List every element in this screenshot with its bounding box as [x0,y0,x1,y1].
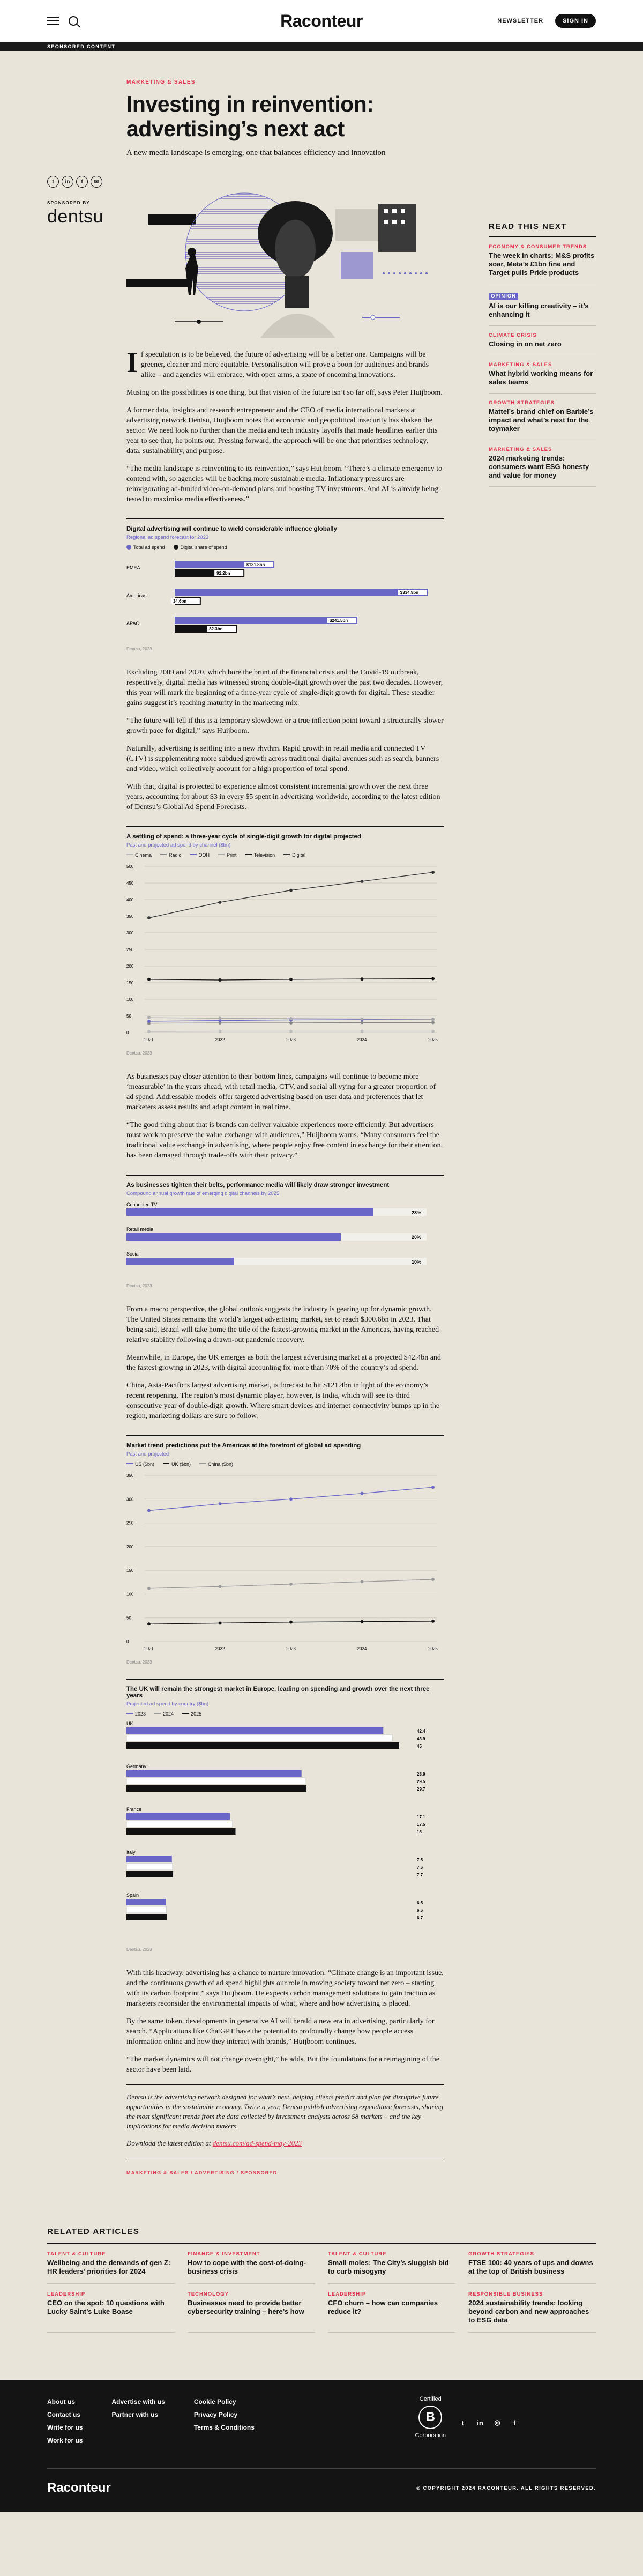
related-category[interactable]: LEADERSHIP [47,2291,86,2297]
data-point [361,1580,364,1583]
related-title[interactable]: Businesses need to provide better cybersecurity training – here’s how [188,2299,304,2315]
bar [126,1258,234,1265]
copyright: © COPYRIGHT 2024 RACONTEUR. ALL RIGHTS RESERVED. [416,2485,596,2491]
y-tick-label: 150 [126,1568,134,1573]
paragraph: Musing on the possibilities is one thing, but that vision of the future isn’t so far off, says Peter Huijboom. [126,389,443,397]
read-next-item[interactable] [489,355,596,394]
y-tick-label: 0 [126,1639,129,1644]
data-label: 45 [417,1744,422,1749]
y-tick-label: 200 [126,964,134,969]
category-label: APAC [126,621,139,626]
paragraph: Meanwhile, in Europe, the UK emerges as both the largest advertising market at a projected $42.4bn and the fastest growing in 2023, with digital accounting for more than 70% of the country’s ad spend. [126,1354,441,1372]
related-category[interactable]: TALENT & CULTURE [47,2251,106,2257]
y-tick-label: 250 [126,1520,134,1526]
y-tick-label: 300 [126,1497,134,1502]
data-point [431,1486,435,1489]
legend-item: Radio [160,852,182,858]
data-label: 34.6bn [173,599,187,604]
chart-source: Dentsu, 2023 [126,1051,152,1056]
read-next-category[interactable]: OPINION [489,293,518,300]
related-article[interactable] [468,2284,596,2333]
footer-link[interactable]: Contact us [47,2411,81,2418]
download-link[interactable]: dentsu.com/ad-spend-may-2023 [212,2139,302,2147]
category-label: Social [126,1251,140,1257]
data-point [431,871,435,874]
read-next-title[interactable]: 2024 marketing trends: consumers want ESG honesty and value for money [489,454,589,479]
data-point [289,1621,293,1624]
legend-item: US ($bn) [126,1461,154,1467]
legend-item: OOH [190,852,210,858]
footer-link[interactable]: Partner with us [111,2411,159,2418]
data-point [361,1492,364,1495]
legend-item: Digital [283,852,305,858]
y-tick-label: 250 [126,947,134,952]
data-label: 20% [412,1235,422,1240]
category-label: Italy [126,1850,136,1855]
data-point [361,1030,364,1033]
sponsored-by-label: SPONSORED BY [47,201,91,205]
chart-emerging-channels [126,1175,444,1288]
y-tick-label: 400 [126,897,134,902]
category-label: Spain [126,1892,139,1898]
data-label: 29.7 [417,1787,425,1792]
read-next-category[interactable]: MARKETING & SALES [489,447,552,452]
paragraph: By the same token, developments in generative AI will herald a new era in advertising, particularly for search. “Applications like ChatGPT have the potential to profoundly change how people access information online and how they interact with brands,” Huijboom continues. [126,2017,435,2046]
legend-item: China ($bn) [199,1461,233,1467]
data-point [361,1018,364,1021]
data-point [147,1587,151,1590]
footer-link[interactable]: Advertise with us [111,2398,165,2406]
footer-link[interactable]: Cookie Policy [193,2398,236,2406]
bar [126,1742,399,1749]
data-label: 92.2bn [216,571,230,576]
twitter-share-icon[interactable]: t [47,176,59,188]
x-tick-label: 2023 [286,1646,296,1651]
related-category[interactable]: FINANCE & INVESTMENT [188,2251,260,2257]
sponsored-content-bar: SPONSORED CONTENT [0,42,643,51]
article-title: Investing in reinvention: advertising’s next act [126,92,374,141]
chart-4-svg [126,1470,444,1658]
article-kicker[interactable]: MARKETING & SALES [126,79,196,85]
category-label: UK [126,1721,133,1726]
share-and-sponsor [47,176,117,227]
y-tick-label: 500 [126,864,134,869]
bar [126,1906,167,1913]
x-tick-label: 2025 [428,1037,438,1042]
chart-source: Dentsu, 2023 [126,1660,152,1665]
sponsor-note: Dentsu is the advertising network designed for what’s next, helping clients predict and plan for disruptive future opportunities in the sustainable economy. Twice a year, Dentsu publish advertising expenditure forecasts, sharing the most significant trends from the data collected by investment analysts across 58 markets – and the key implications for media decision makers. [126,2093,443,2130]
category-label: France [126,1807,142,1812]
data-point [431,1030,435,1033]
paragraph: From a macro perspective, the global outlook suggests the industry is gearing up for dynamic growth. The United States remains the world’s largest advertising market, set to reach $300.6bn in 2023. That being said, Brazil will take home the title of the fastest-growing market in the Americas, having reached relative stability following a drawn-out pandemic recovery. [126,1305,439,1344]
related-category[interactable]: TECHNOLOGY [188,2291,229,2297]
y-tick-label: 50 [126,1615,131,1621]
paragraph: China, Asia-Pacific’s largest advertising market, is forecast to hit $121.4bn in light of the economy’s recent reopening. The region’s most dynamic player, however, is India, which will see its third consecutive year of double-digit growth. Where smart devices and internet connectivity bumps up in the region, marketing dollars are sure to follow. [126,1382,440,1420]
data-label: 82.3bn [209,627,223,632]
sponsor-logo: dentsu [47,206,104,227]
data-point [219,1030,222,1033]
chart-title: Market trend predictions put the Americas at the forefront of global ad spending [126,1443,361,1449]
data-label: 18 [417,1830,422,1835]
search-icon[interactable] [69,16,78,26]
chart-europe-spend [126,1679,444,1952]
article-tags[interactable]: MARKETING & SALES / ADVERTISING / SPONSORED [126,2170,278,2176]
read-next-item[interactable] [489,394,596,440]
article-standfirst: A new media landscape is emerging, one that balances efficiency and innovation [126,149,386,157]
paragraph: As businesses pay closer attention to their bottom lines, campaigns will continue to become more ‘measurable’ in the years ahead, with retail media, CTV, and social all vying for a greater proportion of ad spend. Addressable models offer targeted advertising based on user data and preferences that let marketers assess results and adapt content in real time. [126,1073,436,1111]
data-point [431,1018,435,1021]
bar [175,589,428,596]
footer-link[interactable]: About us [47,2398,75,2406]
data-label: 6.5 [417,1901,423,1905]
paragraph: With this headway, advertising has a chance to nurture innovation. “Climate change is an important issue, and the continuous growth of ad spend highlights our role in moving society toward net zero – starting with its carbon footprint,” says Huijboom. He expects carbon management solutions to gain traction as marketers reconsider the environmental impacts of what, where and how advertising is placed. [126,1969,444,2008]
chart-1-svg [126,553,444,644]
y-tick-label: 350 [126,1473,134,1478]
hero-illustration [126,177,444,338]
legend-item: Print [218,852,237,858]
related-heading: RELATED ARTICLES [47,2227,596,2244]
related-article[interactable] [188,2244,315,2284]
legend-item: Cinema [126,852,152,858]
article-body [47,346,444,2176]
data-label: 10% [412,1259,422,1265]
data-label: $241.5bn [329,618,348,623]
related-article[interactable] [328,2284,455,2333]
paragraph: f speculation is to be believed, the future of advertising will be a better one. Campaigns will be greener, cleaner and more equitable. Personalisation will prove a boon for audiences and brands alike – and agencies will embrace, with open arms, a spate of oncoming innovations. [141,351,429,379]
data-point [219,1016,222,1020]
footer-link[interactable]: Work for us [47,2437,83,2444]
data-label: 29.5 [417,1779,425,1784]
bcorp-badge: Certified B Corporation [415,2396,446,2439]
data-point [289,1583,293,1586]
chart-source: Dentsu, 2023 [126,1947,152,1952]
chart-subtitle: Past and projected ad spend by channel ($bn) [126,842,231,848]
data-point [289,889,293,892]
related-category[interactable]: TALENT & CULTURE [328,2251,387,2257]
data-point [289,1497,293,1501]
chart-subtitle: Projected ad spend by country ($bn) [126,1701,209,1707]
paragraph: A former data, insights and research entrepreneur and the CEO of media international markets at advertising network Dentsu, Huijboom notes that economic and geopolitical insecurity has shaken the sector. We need look no further than the media and tech industry layoffs that made headlines earlier this year to see that, he points out. Pressing forward, the approach will be one that prioritises technology, data, sustainability, and purpose. [126,406,438,455]
data-label: 43.9 [417,1736,425,1741]
legend-item: 2023 [126,1711,146,1717]
data-point [147,1030,151,1033]
legend-item: Digital share of spend [174,545,227,550]
data-label: 7.7 [417,1873,423,1877]
data-label: 7.6 [417,1865,423,1870]
menu-icon[interactable] [47,17,59,25]
paragraph: “The good thing about that is brands can deliver valuable experiences more efficiently. But advertisers must work to preserve the value exchange with audiences,” Huijboom warns. “Many consumers feel the traditional value exchange in advertising, where people enjoy free content in exchange for their attention, has been damaged through trade-offs with their privacy.” [126,1121,443,1160]
data-point [289,1017,293,1020]
chart-title: As businesses tighten their belts, performance media will likely draw stronger investment [126,1182,390,1189]
data-label: 6.6 [417,1908,423,1913]
chart-source: Dentsu, 2023 [126,647,152,651]
bar [126,1785,306,1792]
related-article[interactable] [328,2244,455,2284]
instagram-icon[interactable]: ◎ [494,2418,500,2426]
chart-title: A settling of spend: a three-year cycle of single-digit growth for digital projected [126,834,361,840]
bar [126,1828,235,1835]
bar [126,1735,392,1741]
paragraph: With that, digital is projected to experience almost consistent incremental growth over the next three years, accounting for about $3 in every $5 spent in advertising worldwide, according to the latest edition of Dentsu’s Global Ad Spend Forecasts. [126,783,440,811]
related-title[interactable]: CEO on the spot: 10 questions with Lucky Saint’s Luke Boase [47,2299,165,2315]
y-tick-label: 150 [126,981,134,985]
category-label: Germany [126,1764,147,1769]
read-next-heading: READ THIS NEXT [489,222,596,237]
x-tick-label: 2024 [357,1037,367,1042]
download-prefix: Download the latest edition at [126,2139,213,2147]
x-tick-label: 2021 [144,1646,154,1651]
bar [126,1899,166,1905]
related-title[interactable]: CFO churn – how can companies reduce it? [328,2299,438,2315]
facebook-icon[interactable]: f [513,2418,516,2427]
data-label: $131.8bn [246,562,265,567]
related-article[interactable] [47,2284,175,2333]
email-share-icon[interactable]: ✉ [91,176,102,188]
chart-title: The UK will remain the strongest market in Europe, leading on spending and growth over the next three years [126,1686,430,1699]
sign-in-button[interactable]: SIGN IN [555,14,596,28]
data-point [219,978,222,982]
related-title[interactable]: 2024 sustainability trends: looking beyond carbon and new approaches to ESG data [468,2299,589,2324]
x-tick-label: 2022 [215,1646,225,1651]
read-next-category[interactable]: CLIMATE CRISIS [489,332,537,338]
read-next-item[interactable] [489,326,596,355]
bar [126,1778,305,1784]
related-article[interactable] [188,2284,315,2333]
data-label: 28.9 [417,1772,425,1777]
bar [126,1821,233,1827]
related-title[interactable]: Wellbeing and the demands of gen Z: HR leaders’ priorities for 2024 [47,2259,171,2275]
data-label: 23% [412,1210,422,1215]
category-label: Retail media [126,1227,154,1232]
x-tick-label: 2023 [286,1037,296,1042]
chart-title: Digital advertising will continue to wield considerable influence globally [126,526,337,532]
data-point [147,916,151,919]
category-label: Connected TV [126,1202,158,1207]
paragraph: Naturally, advertising is settling into a new rhythm. Rapid growth in retail media and connected TV (CTV) is supplementing more subdued growth across traditional digital avenues such as search, banners and video, which collectively account for a high proportion of total spend. [126,745,439,773]
data-point [361,977,364,981]
data-point [431,1578,435,1581]
x-tick-label: 2025 [428,1646,438,1651]
data-point [431,1620,435,1623]
read-next-category[interactable]: ECONOMY & CONSUMER TRENDS [489,244,587,250]
x-tick-label: 2022 [215,1037,225,1042]
data-point [147,1016,151,1019]
read-next-item[interactable] [489,440,596,487]
data-point [431,977,435,981]
legend-item: Television [245,852,275,858]
newsletter-link[interactable]: NEWSLETTER [497,18,544,24]
read-next-title[interactable]: Mattel’s brand chief on Barbie’s impact and what’s next for the toymaker [489,407,594,433]
data-point [289,1030,293,1033]
footer-link[interactable]: Terms & Conditions [193,2424,255,2431]
series-line [149,872,433,918]
legend-item: 2025 [182,1711,201,1717]
read-next-item[interactable] [489,237,596,284]
data-label: 7.5 [417,1858,423,1862]
related-title[interactable]: FTSE 100: 40 years of ups and downs at the top of British business [468,2259,593,2275]
bar [126,1727,383,1734]
footer-logo[interactable]: Raconteur [47,2481,111,2495]
read-next-category[interactable]: MARKETING & SALES [489,362,552,368]
read-next-sidebar [489,51,596,2176]
data-label: 17.1 [417,1815,425,1820]
related-category[interactable]: GROWTH STRATEGIES [468,2251,534,2257]
legend-item: 2024 [154,1711,174,1717]
y-tick-label: 0 [126,1030,129,1035]
y-tick-label: 100 [126,1592,134,1597]
site-header [0,0,643,42]
data-point [361,1021,364,1024]
data-point [431,1021,435,1024]
y-tick-label: 200 [126,1544,134,1549]
read-next-title[interactable]: Closing in on net zero [489,340,562,348]
data-label: 17.5 [417,1822,425,1827]
related-article[interactable] [47,2244,175,2284]
related-title[interactable]: Small moles: The City’s sluggish bid to curb misogyny [328,2259,449,2275]
data-point [289,978,293,981]
legend-item: UK ($bn) [163,1461,191,1467]
data-point [147,1020,151,1023]
data-label: $334.9bn [400,590,419,595]
data-point [361,1620,364,1623]
read-next-category[interactable]: GROWTH STRATEGIES [489,400,555,406]
read-next-item[interactable] [489,284,596,326]
data-point [147,978,151,981]
chart-source: Dentsu, 2023 [126,1283,152,1288]
read-next-title[interactable]: The week in charts: M&S profits soar, Meta’s £1bn fine and Target pulls Pride products [489,251,595,277]
read-next-title[interactable]: What hybrid working means for sales teams [489,369,593,386]
related-category[interactable]: LEADERSHIP [328,2291,367,2297]
data-label: 42.4 [417,1729,425,1734]
x-tick-label: 2021 [144,1037,154,1042]
paragraph: “The media landscape is reinventing to its reinvention,” says Huijboom. “There’s a climate emergency to contend with, so agencies will be backing more sustainable media. Inflationary pressures are reinvigorating ad-funded video-on-demand plans and boosting TV investments. And AI is already being tested to maximise media effectiveness.” [126,465,443,503]
data-point [289,1021,293,1025]
data-point [147,1509,151,1512]
data-point [219,1621,222,1624]
footer-link[interactable]: Write for us [47,2424,83,2431]
category-label: Americas [126,593,147,598]
bar [126,1864,173,1870]
drop-cap: I [126,346,138,378]
chart-regional-spend [126,518,444,651]
related-article[interactable] [468,2244,596,2284]
related-title[interactable]: How to cope with the cost-of-doing-business crisis [188,2259,306,2275]
bcorp-icon: B [418,2406,442,2429]
paragraph: “The future will tell if this is a temporary slowdown or a true inflection point toward a structurally slower growth pace for digital,” says Huijboom. [126,717,444,735]
data-label: 6.7 [417,1916,423,1920]
y-tick-label: 300 [126,931,134,936]
x-tick-label: 2024 [357,1646,367,1651]
chart-subtitle: Past and projected [126,1451,169,1457]
bar [126,1770,302,1777]
paragraph: “The market dynamics will not change overnight,” he adds. But the foundations for a reimagining of the sector have been laid. [126,2055,439,2074]
footer-link[interactable]: Privacy Policy [193,2411,238,2418]
paragraph: Excluding 2009 and 2020, which bore the brunt of the financial crisis and the Covid-19 outbreak, respectively, digital media has witnessed strong double-digit growth over the past two decades. However, this year will mark the beginning of a three-year cycle of single-digit growth for digital. These steadier gains suggest it’s reaching maturity in the marketing mix. [126,669,443,707]
read-next-title[interactable]: AI is our killing creativity – it’s enhancing it [489,302,589,318]
facebook-share-icon[interactable]: f [76,176,88,188]
chart-3-svg [126,1201,444,1281]
y-tick-label: 50 [126,1014,131,1019]
bar [126,1233,341,1241]
category-label: EMEA [126,565,140,570]
bar [126,1914,167,1920]
chart-subtitle: Compound annual growth rate of emerging digital channels by 2025 [126,1191,280,1197]
y-tick-label: 350 [126,914,134,919]
bar [126,1813,230,1820]
linkedin-icon[interactable]: in [477,2418,483,2427]
linkedin-share-icon[interactable]: in [62,176,73,188]
article-column [47,51,444,2176]
chart-channel-spend [126,826,444,1056]
site-footer [0,2380,643,2512]
data-point [361,880,364,883]
y-tick-label: 450 [126,881,134,886]
related-articles [0,2227,643,2333]
legend-item: Total ad spend [126,545,165,550]
site-logo[interactable]: Raconteur [280,11,363,31]
chart-subtitle: Regional ad spend forecast for 2023 [126,534,209,540]
chart-market-trends [126,1435,444,1665]
y-tick-label: 100 [126,997,134,1002]
bar [126,1208,373,1216]
data-point [219,1585,222,1588]
chart-2-svg [126,861,444,1049]
data-point [219,901,222,904]
twitter-icon[interactable]: t [461,2418,465,2427]
bar [126,1856,172,1862]
chart-5-svg [126,1720,444,1945]
related-category[interactable]: RESPONSIBLE BUSINESS [468,2291,543,2297]
bar [126,1871,173,1877]
data-point [147,1622,151,1625]
data-point [219,1502,222,1505]
